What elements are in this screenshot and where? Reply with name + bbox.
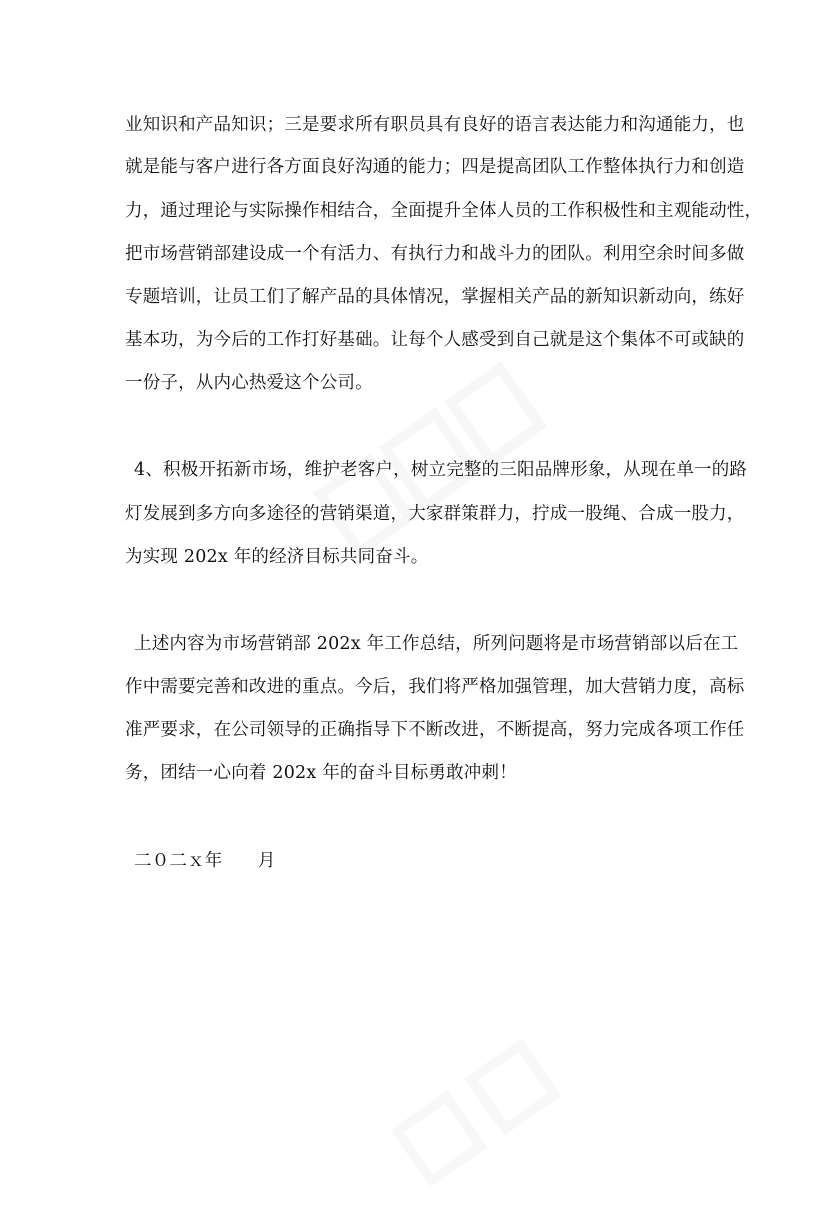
paragraph-3-line: 作中需要完善和改进的重点。今后，我们将严格加强管理，加大营销力度，高标 [125, 677, 745, 697]
paragraph-1-line: 力，通过理论与实际操作相结合，全面提升全体人员的工作积极性和主观能动性， [125, 201, 763, 221]
paragraph-1-line: 就是能与客户进行各方面良好沟通的能力；四是提高团队工作整体执行力和创造 [125, 157, 745, 177]
paragraph-1-line: 业知识和产品知识；三是要求所有职员具有良好的语言表达能力和沟通能力，也 [125, 115, 745, 135]
watermark-logo-icon-bottom [380, 1010, 580, 1210]
paragraph-2-line: 4、积极开拓新市场，维护老客户，树立完整的三阳品牌形象，从现在单一的路 [134, 460, 748, 480]
paragraph-3-line: 务，团结一心向着 202x 年的奋斗目标勇敢冲刺！ [125, 763, 517, 783]
paragraph-3-line: 准严要求，在公司领导的正确指导下不断改进，不断提高，努力完成各项工作任 [125, 720, 745, 740]
paragraph-3-line: 上述内容为市场营销部 202x 年工作总结，所列问题将是市场营销部以后在工 [134, 634, 739, 654]
paragraph-1-line: 专题培训，让员工们了解产品的具体情况，掌握相关产品的新知识新动向，练好 [125, 287, 745, 307]
date-line: 二０二ｘ年 月 [134, 851, 276, 871]
paragraph-1-line: 一份子，从内心热爱这个公司。 [125, 373, 373, 393]
paragraph-1-line: 把市场营销部建设成一个有活力、有执行力和战斗力的团队。利用空余时间多做 [125, 244, 745, 264]
paragraph-2-line: 灯发展到多方向多途径的营销渠道，大家群策群力，拧成一股绳、合成一股力， [125, 504, 745, 524]
paragraph-1-line: 基本功，为今后的工作打好基础。让每个人感受到自己就是这个集体不可或缺的 [125, 330, 745, 350]
paragraph-2-line: 为实现 202x 年的经济目标共同奋斗。 [125, 547, 429, 567]
